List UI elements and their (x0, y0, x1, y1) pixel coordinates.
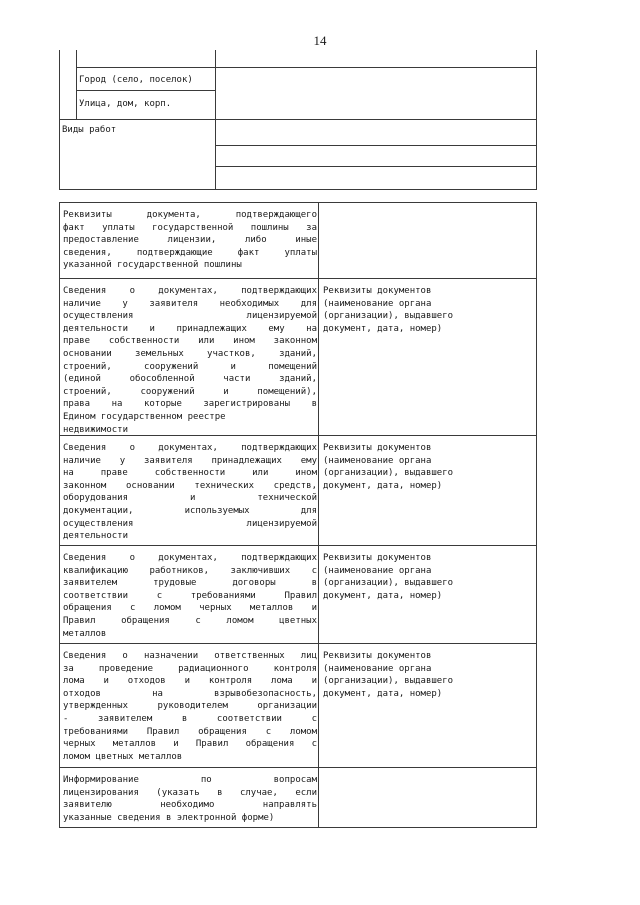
table-rule (76, 90, 215, 91)
row-requisites: Реквизиты документов (наименование органа (организации), выдавшего документ, дата, номер) (318, 546, 536, 643)
table-rule (59, 50, 60, 190)
address-table (59, 50, 537, 190)
table-row (60, 545, 536, 643)
table-rule (59, 119, 537, 120)
row-requisites: Реквизиты документов (наименование органа (организации), выдавшего документ, дата, номер) (318, 644, 536, 767)
table-rule (215, 145, 537, 146)
table-row (60, 278, 536, 435)
row-requisites: Реквизиты документов (наименование органа (организации), выдавшего документ, дата, номер) (318, 436, 536, 545)
table-rule (536, 50, 537, 190)
row-description: Сведения о документах, подтверждающих наличие у заявителя принадлежащих ему на праве собственности или ином законном основании технических средств, оборудования и технической документации, используемых для осуществления лицензируемой деятельности (63, 443, 317, 542)
table-row (60, 643, 536, 767)
table-rule (76, 67, 537, 68)
table-rule (215, 50, 216, 190)
street-label: Улица, дом, корп. (79, 99, 172, 109)
details-table (59, 202, 537, 828)
row-description: Сведения о документах, подтверждающих квалификацию работников, заключивших с заявителем трудовые договоры в соответствии с требованиями Правил обращения с ломом черных металлов и Правил обращения с ломом цветных металлов (63, 553, 317, 639)
table-row (60, 435, 536, 545)
table-row (60, 767, 536, 827)
city-label: Город (село, поселок) (79, 75, 193, 85)
row-requisites: Реквизиты документов (наименование органа (организации), выдавшего документ, дата, номер) (318, 279, 536, 435)
row-description: Сведения о назначении ответственных лиц за проведение радиационного контроля лома и отходов и контроля лома и отходов на взрывобезопасность, утвержденных руководителем организации - заявителем в соответствии с требованиями Правил обращения с ломом черных металлов и Правил обращения с ломом цветных металлов (63, 651, 317, 762)
row-requisites (318, 768, 536, 827)
work-types-label: Виды работ (62, 125, 117, 135)
table-rule (59, 189, 537, 190)
row-description: Сведения о документах, подтверждающих наличие у заявителя необходимых для осуществления лицензируемой деятельности и принадлежащих ему на праве собственности или ином законном основании земельных участков, зданий, строений, сооружений и помещений (единой обособленной части зданий, строений, сооружений и помещений), права на которые зарегистрированы в Едином государственном реестре недвижимости (63, 286, 317, 435)
row-description: Реквизиты документа, подтверждающего факт уплаты государственной пошлины за предоставление лицензии, либо иные сведения, подтверждающие факт уплаты указанной государственной пошлины (63, 210, 317, 271)
row-description: Информирование по вопросам лицензирования (указать в случае, если заявителю необходимо направлять указанные сведения в электронной форме) (63, 775, 317, 823)
table-row (60, 203, 536, 278)
table-rule (76, 50, 77, 120)
row-requisites (318, 203, 536, 278)
table-rule (215, 166, 537, 167)
page-number: 14 (313, 33, 327, 48)
